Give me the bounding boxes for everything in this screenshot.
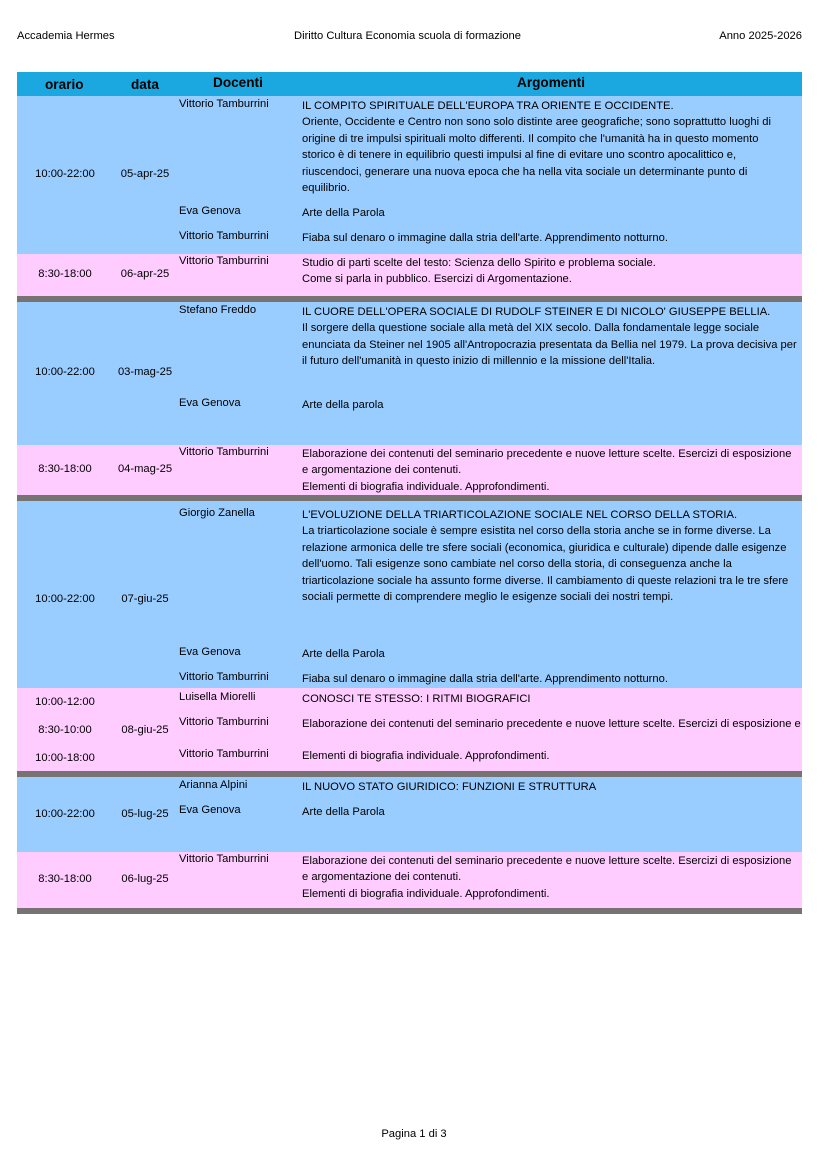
row-date: 06-apr-25 [120,268,170,280]
row-docente: Vittorio Tamburrini [179,255,269,267]
row-argomento: Elaborazione dei contenuti del seminario precedente e nuove letture scelte. Esercizi di esposizione e argomentazione dei contenuti. Elementi di biografia individuale. Approfondimenti. [302,855,792,900]
row-docente: Vittorio Tamburrini [179,98,269,110]
row-argomento: Elaborazione dei contenuti del seminario precedente e nuove letture scelte. Esercizi di esposizione e argomentazione dei contenuti. Elementi di biografia individuale. Approfondimenti. [302,448,792,493]
row-argomento: L'EVOLUZIONE DELLA TRIARTICOLAZIONE SOCIALE NEL CORSO DELLA STORIA. La triarticolazione sociale è sempre esistita nel corso della storia anche se in forme diverse. La relazione armonica delle tre sfere sociali (economica, giuridica e culturale) dipende dalle esigenze dell'uomo. Tali esigenze sono cambiate nel corso della storia, di conseguenza anche la triarticolazione sociale ha assunto forme diverse. Il cambiamento di queste relazioni tra le tre sfere sociali permette di comprendere meglio le esigenze sociali dei nostri tempi. [302,509,789,604]
table-row [17,445,802,495]
table-row [17,96,802,254]
row-argomento: Arte della Parola [302,806,385,818]
table-row [17,302,802,445]
row-argomento: Arte della Parola [302,648,385,660]
row-time: 10:00-22:00 [35,808,95,820]
row-docente: Vittorio Tamburrini [179,671,269,683]
row-date: 04-mag-25 [117,463,173,475]
row-docente: Vittorio Tamburrini [179,446,269,458]
row-date: 03-mag-25 [117,366,173,378]
row-time: 8:30-18:00 [38,268,92,280]
column-header-docenti: Docenti [213,75,263,90]
row-date: 08-giu-25 [121,724,169,736]
row-argomento: Fiaba sul denaro o immagine dalla stria dell'arte. Apprendimento notturno. [302,232,668,244]
row-time: 8:30-18:00 [38,463,92,475]
page-number: Pagina 1 di 3 [381,1128,447,1140]
table-row [17,254,802,296]
row-time: 10:00-22:00 [35,366,95,378]
row-docente: Vittorio Tamburrini [179,716,269,728]
row-time: 8:30-18:00 [38,873,92,885]
row-date: 07-giu-25 [121,593,169,605]
row-argomento: IL COMPITO SPIRITUALE DELL'EUROPA TRA ORIENTE E OCCIDENTE. Oriente, Occidente e Centro non sono solo distinte aree geografiche; sono soprattutto luoghi di origine di tre impulsi spirituali molto differenti. Il compito che l'umanità ha in questo momento storico è di tenere in equilibrio questi impulsi al fine di evitare uno scontro apocalittico e, riuscendoci, generare una nuova epoca che ha nella vita sociale un determinante punto di equilibrio. [302,100,771,195]
row-argomento: Elaborazione dei contenuti del seminario precedente e nuove letture scelte. Esercizi di esposizione e [302,718,801,730]
row-argomento: Arte della parola [302,399,384,411]
row-argomento: Studio di parti scelte del testo: Scienza dello Spirito e problema sociale. Come si parla in pubblico. Esercizi di Argomentazione. [302,257,656,286]
row-docente: Arianna Alpini [179,779,248,791]
row-time: 10:00-22:00 [35,168,95,180]
row-docente: Vittorio Tamburrini [179,853,269,865]
row-separator [17,908,802,914]
row-time: 8:30-10:00 [38,724,92,736]
row-docente: Eva Genova [179,646,241,658]
row-argomento: Arte della Parola [302,207,385,219]
table-row [17,501,802,688]
row-time: 10:00-12:00 [35,696,95,708]
header-subtitle: Diritto Cultura Economia scuola di formazione [294,30,521,42]
column-header-date: data [131,77,159,92]
row-date: 05-lug-25 [121,808,169,820]
row-docente: Stefano Freddo [179,304,257,316]
row-docente: Eva Genova [179,397,241,409]
table-header [17,72,802,96]
row-docente: Giorgio Zanella [179,507,255,519]
row-date: 05-apr-25 [120,168,170,180]
row-docente: Luisella Miorelli [179,691,256,703]
schedule-table [17,72,802,914]
row-date: 06-lug-25 [121,873,169,885]
table-row [17,688,802,771]
row-docente: Eva Genova [179,205,241,217]
row-argomento: IL CUORE DELL'OPERA SOCIALE DI RUDOLF STEINER E DI NICOLO' GIUSEPPE BELLIA. Il sorgere della questione sociale alla metà del XIX secolo. Dalla fondamentale legge sociale enunciata da Steiner nel 1905 all'Antropocrazia presentata da Bellia nel 1979. La prova decisiva per il futuro dell'umanità in questo inizio di millennio e la missione dell'Italia. [302,306,797,368]
row-time: 10:00-22:00 [35,593,95,605]
row-docente: Vittorio Tamburrini [179,230,269,242]
row-argomento: IL NUOVO STATO GIURIDICO: FUNZIONI E STRUTTURA [302,781,597,793]
row-time: 10:00-18:00 [35,752,95,764]
row-argomento: Fiaba sul denaro o immagine dalla stria dell'arte. Apprendimento notturno. [302,673,668,685]
column-header-argomenti: Argomenti [517,75,585,90]
table-row [17,852,802,908]
row-argomento: CONOSCI TE STESSO: I RITMI BIOGRAFICI [302,693,531,705]
header-institution: Accademia Hermes [17,30,115,42]
header-year: Anno 2025-2026 [719,30,802,42]
column-header-time: orario [45,77,84,92]
row-docente: Eva Genova [179,804,241,816]
row-docente: Vittorio Tamburrini [179,748,269,760]
table-row [17,777,802,852]
row-argomento: Elementi di biografia individuale. Approfondimenti. [302,750,550,762]
